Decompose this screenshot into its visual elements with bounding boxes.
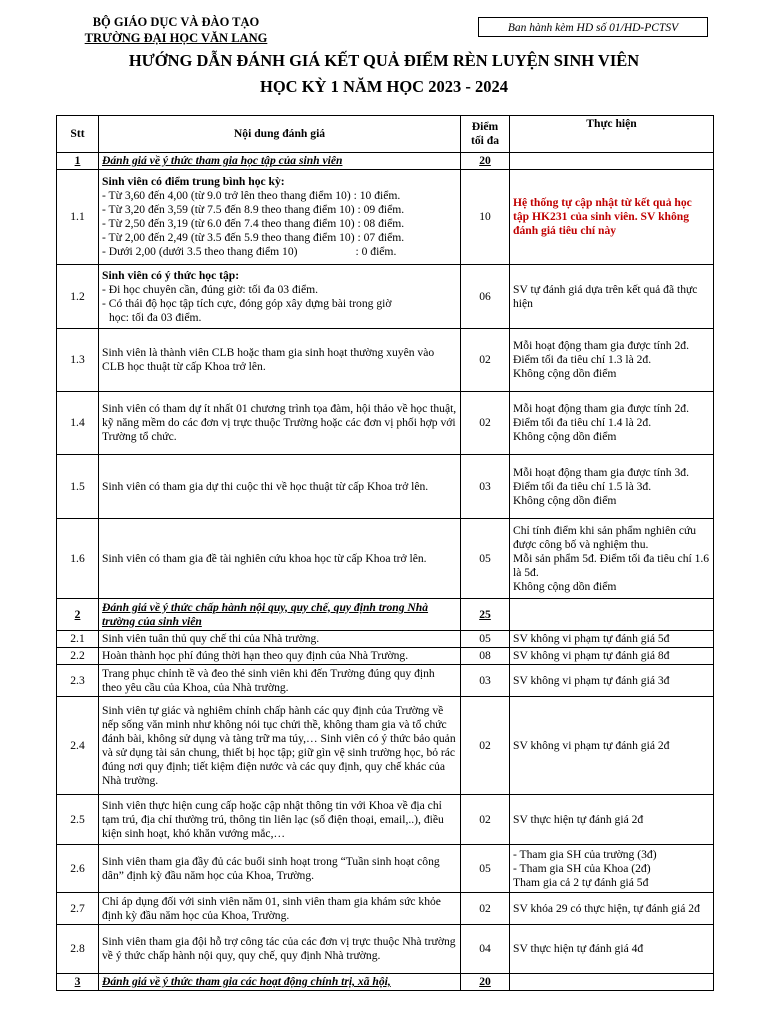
- table-header-row: [57, 116, 714, 153]
- row-content: Sinh viên có tham gia đề tài nghiên cứu khoa học từ cấp Khoa trở lên.: [99, 519, 461, 599]
- row-stt: 1.6: [57, 519, 99, 599]
- document-subtitle: HỌC KỲ 1 NĂM HỌC 2023 - 2024: [260, 77, 508, 96]
- row-content: Sinh viên tuân thủ quy chế thi của Nhà trường.: [99, 631, 461, 648]
- section-row: [57, 153, 714, 170]
- section-title: Đánh giá về ý thức chấp hành nội quy, quy chế, quy định trong Nhà trường của sinh viên: [99, 599, 461, 631]
- table-row: [57, 648, 714, 665]
- impl-line: Chỉ tính điểm khi sản phẩm nghiên cứu được công bố và nghiệm thu.: [513, 523, 697, 551]
- row-stt: 1.5: [57, 455, 99, 519]
- table-row: [57, 845, 714, 893]
- row-stt: 2.2: [57, 648, 99, 665]
- row-implementation: [510, 170, 714, 265]
- impl-line: Điểm tối đa tiêu chí 1.3 là 2đ.: [513, 353, 652, 366]
- row-stt: 1.4: [57, 392, 99, 455]
- row-implementation: SV không vi phạm tự đánh giá 8đ: [510, 648, 714, 665]
- row-content: Sinh viên có tham dự ít nhất 01 chương trình tọa đàm, hội thảo về học thuật, kỹ năng mềm do các đơn vị trực thuộc Trường hoặc các đơn vị phối hợp với Trường tổ chức.: [99, 392, 461, 455]
- row-content: Sinh viên tham gia đầy đủ các buổi sinh hoạt trong “Tuần sinh hoạt công dân” định kỳ đầu năm học của Khoa, Trường.: [99, 845, 461, 893]
- row-implementation: SV thực hiện tự đánh giá 4đ: [510, 925, 714, 974]
- row-points: 02: [461, 893, 510, 925]
- document-header-left: [56, 14, 296, 46]
- row-content-line: - Từ 2,00 đến 2,49 (từ 3.5 đến 5.9 theo thang điểm 10) : 07 điểm.: [102, 231, 405, 244]
- row-content-line: - Dưới 2,00 (dưới 3.5 theo thang điểm 10) : 0 điểm.: [102, 245, 397, 258]
- impl-line: Không cộng dồn điểm: [513, 430, 617, 443]
- row-points: 05: [461, 519, 510, 599]
- row-content: [99, 170, 461, 265]
- row-stt: 1.3: [57, 329, 99, 392]
- row-content: Sinh viên có tham gia dự thi cuộc thi về học thuật từ cấp Khoa trở lên.: [99, 455, 461, 519]
- impl-line: Điểm tối đa tiêu chí 1.4 là 2đ.: [513, 416, 652, 429]
- row-points: 05: [461, 845, 510, 893]
- row-content: Sinh viên tự giác và nghiêm chỉnh chấp hành các quy định của Trường về nếp sống văn minh như không nói tục chửi thề, không tham gia và tổ chức đánh bài, không sử dụng và tàng trữ ma túy,… Sinh viên có ý thức bảo quản và sử dụng tài sản chung, thiết bị học tập; giữ gìn vệ sinh trường học, bỏ rác đúng nơi quy định; tiết kiệm điện nước và các quy định, quy chế khác của Nhà trường.: [99, 697, 461, 795]
- table-row: [57, 329, 714, 392]
- ministry-name: BỘ GIÁO DỤC VÀ ĐÀO TẠO: [92, 15, 260, 29]
- section-title: Đánh giá về ý thức tham gia các hoạt động chính trị, xã hội,: [99, 974, 461, 991]
- row-implementation: [510, 392, 714, 455]
- row-stt: 2.8: [57, 925, 99, 974]
- table-row: [57, 893, 714, 925]
- school-name: TRƯỜNG ĐẠI HỌC VĂN LANG: [84, 31, 268, 45]
- row-implementation: SV không vi phạm tự đánh giá 5đ: [510, 631, 714, 648]
- impl-line: Mỗi hoạt động tham gia được tính 3đ.: [513, 465, 689, 479]
- row-content: [99, 265, 461, 329]
- row-content-line: - Đi học chuyên cần, đúng giờ: tối đa 03 điểm.: [102, 282, 319, 296]
- table-row: [57, 665, 714, 697]
- impl-line: Mỗi sản phẩm 5đ. Điểm tối đa tiêu chí 1.6 là 5đ.: [513, 551, 710, 579]
- header-max-points: Điểm tối đa: [461, 116, 510, 153]
- row-points: 04: [461, 925, 510, 974]
- section-row: [57, 599, 714, 631]
- row-points: 02: [461, 329, 510, 392]
- row-content-title: Sinh viên có ý thức học tập:: [102, 268, 240, 282]
- row-points: 08: [461, 648, 510, 665]
- row-content: Chỉ áp dụng đối với sinh viên năm 01, sinh viên tham gia khám sức khỏe định kỳ đầu năm học của Khoa, Trường.: [99, 893, 461, 925]
- row-implementation: SV thực hiện tự đánh giá 2đ: [510, 795, 714, 845]
- row-stt: 2.1: [57, 631, 99, 648]
- row-content: Trang phục chỉnh tề và đeo thẻ sinh viên khi đến Trường đúng quy định theo yêu cầu của Khoa, của Nhà trường.: [99, 665, 461, 697]
- table-row: [57, 392, 714, 455]
- row-points: 03: [461, 455, 510, 519]
- evaluation-table: [56, 115, 714, 991]
- row-stt: 1.1: [57, 170, 99, 265]
- impl-line: Tham gia cả 2 tự đánh giá 5đ: [513, 875, 649, 889]
- row-stt: 2.4: [57, 697, 99, 795]
- row-points: 05: [461, 631, 510, 648]
- row-implementation: [510, 455, 714, 519]
- impl-line: Mỗi hoạt động tham gia được tính 2đ.: [513, 339, 689, 352]
- row-content-line: - Từ 2,50 đến 3,19 (từ 6.0 đến 7.4 theo thang điểm 10) : 08 điểm.: [102, 217, 405, 230]
- row-points: 25: [461, 599, 510, 631]
- row-content: Sinh viên tham gia đội hỗ trợ công tác của các đơn vị trực thuộc Nhà trường về ý thức chấp hành nội quy, quy chế, quy định Nhà trường.: [99, 925, 461, 974]
- row-implementation: SV không vi phạm tự đánh giá 2đ: [510, 697, 714, 795]
- row-content-line: học: tối đa 03 điểm.: [109, 310, 202, 324]
- row-points: 06: [461, 265, 510, 329]
- row-points: 02: [461, 392, 510, 455]
- impl-line: Mỗi hoạt động tham gia được tính 2đ.: [513, 402, 689, 415]
- row-implementation: [510, 519, 714, 599]
- row-content: Hoàn thành học phí đúng thời hạn theo quy định của Nhà Trường.: [99, 648, 461, 665]
- row-points: 02: [461, 697, 510, 795]
- row-implementation: SV tự đánh giá dựa trên kết quả đã thực hiện: [510, 265, 714, 329]
- row-stt: 1.2: [57, 265, 99, 329]
- table-row: [57, 455, 714, 519]
- system-note: Hệ thống tự cập nhật từ kết quả học tập HK231 của sinh viên. SV không đánh giá tiêu chí này: [513, 196, 692, 237]
- document-title: HƯỚNG DẪN ĐÁNH GIÁ KẾT QUẢ ĐIỂM RÈN LUYỆN SINH VIÊN: [128, 51, 640, 70]
- table-row: [57, 697, 714, 795]
- row-content: Sinh viên thực hiện cung cấp hoặc cập nhật thông tin với Khoa về địa chỉ tạm trú, địa chỉ thường trú, thông tin liên lạc (số điện thoại, email,..), điều kiện sinh hoạt, khó khăn vướng mắc,…: [99, 795, 461, 845]
- row-stt: 2.6: [57, 845, 99, 893]
- impl-line: Điểm tối đa tiêu chí 1.5 là 3đ.: [513, 479, 652, 493]
- table-row: [57, 170, 714, 265]
- section-row: [57, 974, 714, 991]
- section-title: Đánh giá về ý thức tham gia học tập của sinh viên: [99, 153, 461, 170]
- row-stt: 2: [57, 599, 99, 631]
- table-row: [57, 925, 714, 974]
- row-content-line: - Từ 3,60 đến 4,00 (từ 9.0 trở lên theo thang điểm 10) : 10 điểm.: [102, 189, 401, 202]
- table-row: [57, 265, 714, 329]
- row-content-line: - Có thái độ học tập tích cực, đóng góp xây dựng bài trong giờ: [102, 296, 392, 310]
- row-implementation: SV khóa 29 có thực hiện, tự đánh giá 2đ: [510, 893, 714, 925]
- header-content: Nội dung đánh giá: [99, 116, 461, 153]
- row-stt: 1: [57, 153, 99, 170]
- table-row: [57, 795, 714, 845]
- row-points: 02: [461, 795, 510, 845]
- row-stt: 3: [57, 974, 99, 991]
- row-stt: 2.5: [57, 795, 99, 845]
- header-stt: Stt: [57, 116, 99, 153]
- impl-line: - Tham gia SH của trường (3đ): [513, 847, 657, 861]
- reference-box: Ban hành kèm HD số 01/HD-PCTSV: [478, 17, 708, 37]
- row-implementation: [510, 329, 714, 392]
- row-content: Sinh viên là thành viên CLB hoặc tham gia sinh hoạt thường xuyên vào CLB học thuật từ cấp Khoa trở lên.: [99, 329, 461, 392]
- row-stt: 2.3: [57, 665, 99, 697]
- row-content-title: Sinh viên có điểm trung bình học kỳ:: [102, 175, 285, 188]
- table-row: [57, 631, 714, 648]
- row-points: 20: [461, 153, 510, 170]
- row-points: 20: [461, 974, 510, 991]
- row-stt: 2.7: [57, 893, 99, 925]
- impl-line: Không cộng dồn điểm: [513, 579, 617, 593]
- impl-line: Không cộng dồn điểm: [513, 367, 617, 380]
- table-row: [57, 519, 714, 599]
- row-implementation: [510, 845, 714, 893]
- row-content-line: - Từ 3,20 đến 3,59 (từ 7.5 đến 8.9 theo thang điểm 10) : 09 điểm.: [102, 203, 405, 216]
- row-implementation: SV không vi phạm tự đánh giá 3đ: [510, 665, 714, 697]
- row-points: 10: [461, 170, 510, 265]
- impl-line: - Tham gia SH của Khoa (2đ): [513, 861, 651, 875]
- header-implementation: Thực hiện: [510, 116, 714, 153]
- row-points: 03: [461, 665, 510, 697]
- impl-line: Không cộng dồn điểm: [513, 493, 617, 507]
